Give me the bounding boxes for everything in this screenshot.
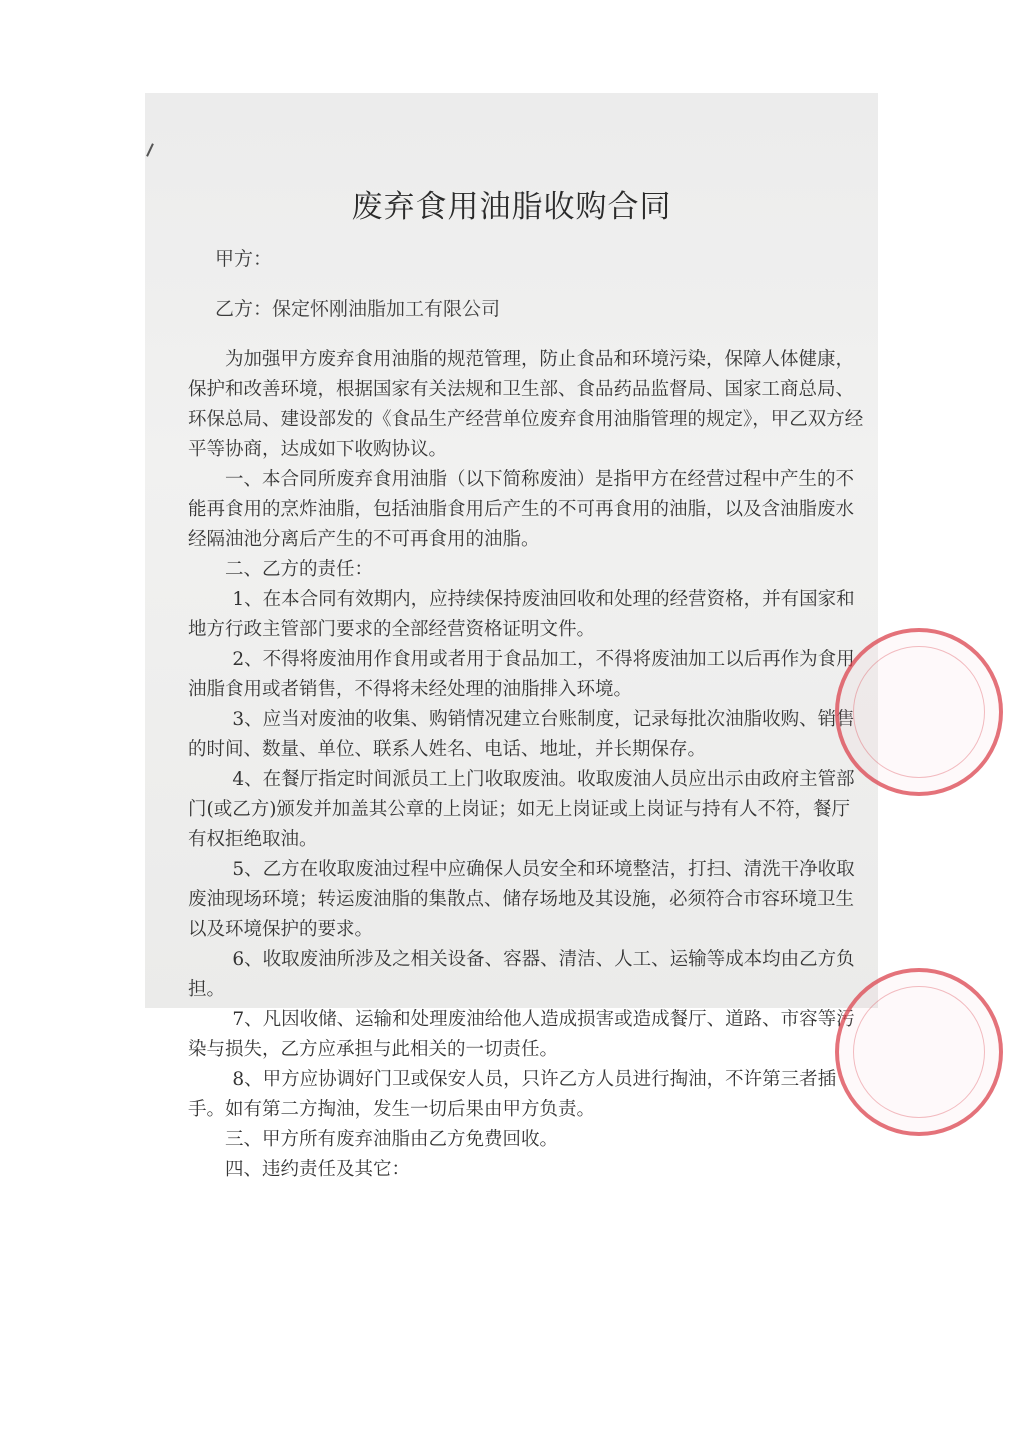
seal-inner-ring <box>853 646 985 778</box>
document-title: 废弃食用油脂收购合同 <box>351 189 672 225</box>
party-b-line: 乙方：保定怀刚油脂加工有限公司 <box>215 298 501 320</box>
party-a-line: 甲方： <box>215 248 273 270</box>
document-photo <box>145 93 878 1180</box>
clause-3: 三、甲方所有废弃油脂由乙方免费回收。 <box>225 1129 559 1150</box>
seal-stamp <box>835 968 1003 1136</box>
clause-2-heading: 二、乙方的责任： <box>225 559 374 580</box>
clause-2-item: 5、乙方在收取废油过程中应确保人员安全和环境整洁，打扫、清洗干净收取废油现场环境；转运废油脂的集散点、储存场地及其设施，必须符合市容环境卫生以及环境保护的要求。 <box>188 859 855 940</box>
clause-2-item: 2、不得将废油用作食用或者用于食品加工，不得将废油加工以后再作为食用油脂食用或者销售，不得将未经处理的油脂排入环境。 <box>188 649 855 700</box>
clause-2-item: 4、在餐厅指定时间派员工上门收取废油。收取废油人员应出示由政府主管部门(或乙方)颁发并加盖其公章的上岗证；如无上岗证或上岗证与持有人不符，餐厅有权拒绝取油。 <box>188 769 855 850</box>
intro-paragraph: 为加强甲方废弃食用油脂的规范管理，防止食品和环境污染，保障人体健康，保护和改善环境，根据国家有关法规和卫生部、食品药品监督局、国家工商总局、环保总局、建设部发的《食品生产经营单位废弃食用油脂管理的规定》，甲乙双方经平等协商，达成如下收购协议。 <box>188 349 864 460</box>
clause-2-item: 1、在本合同有效期内，应持续保持废油回收和处理的经营资格，并有国家和地方行政主管部门要求的全部经营资格证明文件。 <box>188 589 855 640</box>
seal-stamp <box>835 628 1003 796</box>
contract-body <box>188 345 868 1185</box>
clause-4-heading: 四、违约责任及其它： <box>225 1159 411 1180</box>
clause-2-item: 3、应当对废油的收集、购销情况建立台账制度，记录每批次油脂收购、销售的时间、数量、单位、联系人姓名、电话、地址，并长期保存。 <box>188 709 855 760</box>
clause-2-item: 6、收取废油所涉及之相关设备、容器、清洁、人工、运输等成本均由乙方负担。 <box>188 949 855 1000</box>
clause-2-item: 8、甲方应协调好门卫或保安人员，只许乙方人员进行掏油，不许第三者插手。如有第二方掏油，发生一切后果由甲方负责。 <box>188 1069 837 1120</box>
clause-1: 一、本合同所废弃食用油脂（以下简称废油）是指甲方在经营过程中产生的不能再食用的烹炸油脂，包括油脂食用后产生的不可再食用的油脂，以及含油脂废水经隔油池分离后产生的不可再食用的油脂。 <box>188 469 855 550</box>
paper-mark <box>146 143 154 157</box>
seal-inner-ring <box>853 986 985 1118</box>
clause-2-item: 7、凡因收储、运输和处理废油给他人造成损害或造成餐厅、道路、市容等污染与损失，乙方应承担与此相关的一切责任。 <box>188 1009 855 1060</box>
